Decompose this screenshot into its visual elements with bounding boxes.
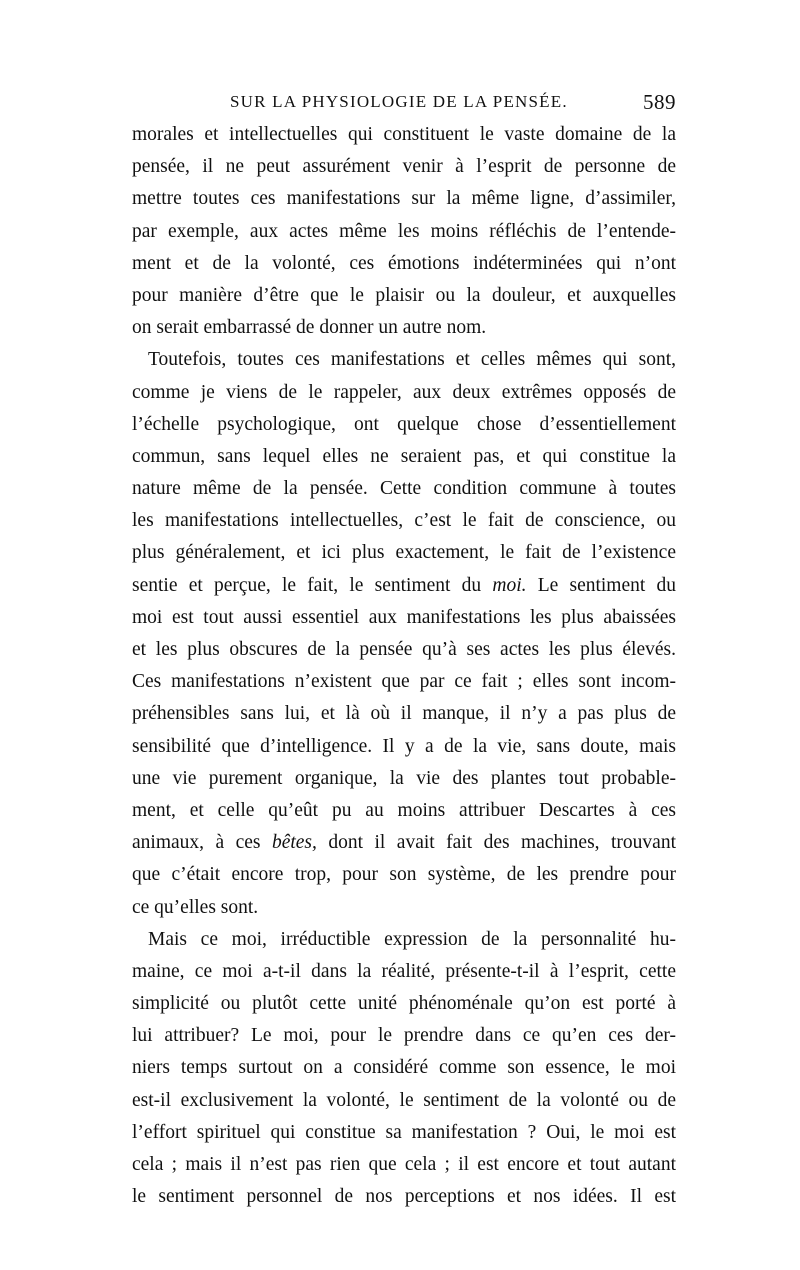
text-line: ment et de la volonté, ces émotions indéterminées qui n’ont [132, 252, 676, 274]
line-text-after-italic: Le sentiment du [526, 574, 676, 596]
text-line: que c’était encore trop, pour son système, de les prendre pour [132, 864, 676, 886]
text-line: cela ; mais il n’est pas rien que cela ; il est encore et tout autant [132, 1154, 676, 1175]
line-text-after-italic: dont il avait fait des machines, trouvant [316, 832, 676, 854]
paragraph-first-line: Toutefois, toutes ces manifestations et celles mêmes qui sont, [148, 349, 676, 371]
text-line: sensibilité que d’intelligence. Il y a de la vie, sans doute, mais [132, 735, 676, 757]
running-title: SUR LA PHYSIOLOGIE DE LA PENSÉE. [230, 92, 568, 111]
text-line: simplicité ou plutôt cette unité phénoménale qu’on est porté à [132, 993, 676, 1015]
line-text-before-italic: animaux, à ces [132, 832, 272, 854]
body-text [132, 119, 676, 1213]
page-number: 589 [643, 90, 676, 114]
text-line: ment, et celle qu’eût pu au moins attribuer Descartes à ces [132, 799, 676, 821]
text-line: l’effort spirituel qui constitue sa manifestation ? Oui, le moi est [132, 1121, 676, 1143]
text-line: moi est tout aussi essentiel aux manifestations les plus abaissées [132, 606, 676, 628]
text-line: mettre toutes ces manifestations sur la même ligne, d’assimiler, [132, 188, 676, 210]
text-line: les manifestations intellectuelles, c’est le fait de conscience, ou [132, 510, 676, 532]
text-line: par exemple, aux actes même les moins réfléchis de l’entende- [132, 220, 676, 242]
text-line: une vie purement organique, la vie des plantes tout probable- [132, 767, 676, 789]
text-line: maine, ce moi a-t-il dans la réalité, présente-t-il à l’esprit, cette [132, 960, 676, 982]
text-line-with-italic [132, 570, 676, 602]
text-line: pour manière d’être que le plaisir ou la douleur, et auxquelles [132, 284, 676, 306]
text-line: et les plus obscures de la pensée qu’à ses actes les plus élevés. [132, 639, 676, 660]
text-line: pensée, il ne peut assurément venir à l’esprit de personne de [132, 156, 676, 178]
text-line: préhensibles sans lui, et là où il manque, il n’y a pas plus de [132, 703, 676, 725]
italic-term-betes: bêtes, [271, 832, 317, 854]
line-text-before-italic: sentie et perçue, le fait, le sentiment du [132, 574, 493, 596]
text-line: commun, sans lequel elles ne seraient pas, et qui constitue la [132, 445, 676, 467]
text-line: l’échelle psychologique, ont quelque chose d’essentiellement [132, 413, 676, 435]
text-line-with-italic [132, 827, 676, 859]
text-line: est-il exclusivement la volonté, le sentiment de la volonté ou de [132, 1089, 676, 1111]
paragraph-end-line: ce qu’elles sont. [132, 896, 259, 918]
italic-term-moi: moi. [492, 574, 527, 596]
paragraph-first-line: Mais ce moi, irréductible expression de la personnalité hu- [148, 928, 676, 950]
running-head [132, 90, 676, 120]
text-line: Ces manifestations n’existent que par ce fait ; elles sont incom- [132, 671, 676, 693]
text-line: morales et intellectuelles qui constituent le vaste domaine de la [132, 124, 676, 145]
text-line: comme je viens de le rappeler, aux deux extrêmes opposés de [132, 381, 676, 403]
text-line: le sentiment personnel de nos perceptions et nos idées. Il est [132, 1186, 676, 1208]
paragraph-end-line: on serait embarrassé de donner un autre nom. [132, 317, 487, 339]
text-line: nature même de la pensée. Cette condition commune à toutes [132, 478, 676, 500]
text-line: lui attribuer? Le moi, pour le prendre dans ce qu’en ces der- [132, 1025, 676, 1047]
text-line: plus généralement, et ici plus exactement, le fait de l’existence [132, 542, 676, 564]
text-line: niers temps surtout on a considéré comme son essence, le moi [132, 1057, 676, 1079]
